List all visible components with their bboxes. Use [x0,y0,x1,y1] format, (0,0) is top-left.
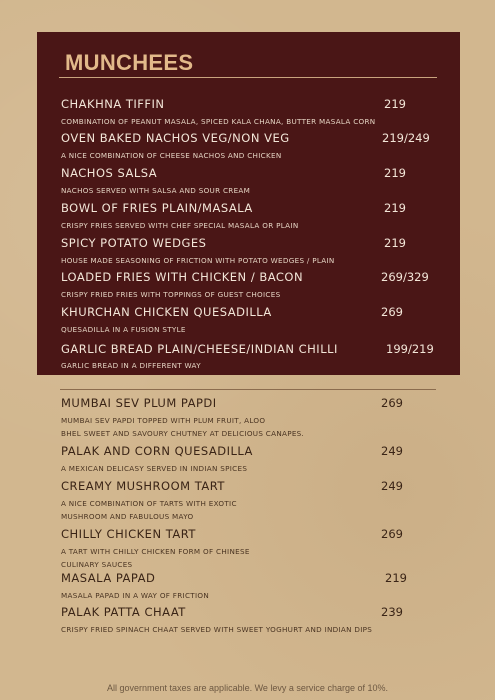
item-price: 219 [384,236,406,250]
item-name: OVEN BAKED NACHOS VEG/NON VEG [61,131,290,145]
item-name: KHURCHAN CHICKEN QUESADILLA [61,305,272,319]
item-price: 219 [385,571,407,585]
item-description [61,545,250,571]
item-name: GARLIC BREAD PLAIN/CHEESE/INDIAN CHILLI [61,342,338,356]
item-price: 269 [381,527,403,541]
item-name: PALAK PATTA CHAAT [61,605,186,619]
item-price: 269 [381,396,403,410]
item-price: 219/249 [382,131,430,145]
item-name: BOWL OF FRIES PLAIN/MASALA [61,201,253,215]
item-description: COMBINATION OF PEANUT MASALA, SPICED KALA CHANA, BUTTER MASALA CORN [61,117,376,126]
description-line: A NICE COMBINATION OF TARTS WITH EXOTIC [61,499,237,508]
item-name: CREAMY MUSHROOM TART [61,479,225,493]
item-name: CHAKHNA TIFFIN [61,97,165,111]
item-price: 249 [381,479,403,493]
item-price: 219 [384,201,406,215]
item-description: A MEXICAN DELICASY SERVED IN INDIAN SPICES [61,464,248,473]
item-name: MUMBAI SEV PLUM PAPDI [61,396,217,410]
description-line: MUMBAI SEV PAPDI TOPPED WITH PLUM FRUIT, ALOO [61,416,266,425]
item-price: 219 [384,166,406,180]
description-line: CULINARY SAUCES [61,560,133,569]
item-description: A NICE COMBINATION OF CHEESE NACHOS AND CHICKEN [61,151,282,160]
item-description: HOUSE MADE SEASONING OF FRICTION WITH POTATO WEDGES / PLAIN [61,256,335,265]
item-price: 199/219 [386,342,434,356]
item-name: MASALA PAPAD [61,571,156,585]
description-line: A TART WITH CHILLY CHICKEN FORM OF CHINESE [61,547,250,556]
item-price: 269/329 [381,270,429,284]
item-description: CRISPY FRIED SPINACH CHAAT SERVED WITH SWEET YOGHURT AND INDIAN DIPS [61,625,373,634]
description-line: BHEL SWEET AND SAVOURY CHUTNEY AT DELICIOUS CANAPES. [61,429,305,438]
item-name: CHILLY CHICKEN TART [61,527,196,541]
item-price: 239 [381,605,403,619]
description-line: MUSHROOM AND FABULOUS MAYO [61,512,194,521]
item-description [61,414,304,440]
item-description: QUESADILLA IN A FUSION STYLE [61,325,186,334]
item-description: CRISPY FRIES SERVED WITH CHEF SPECIAL MASALA OR PLAIN [61,221,299,230]
item-description [61,497,237,523]
tax-notice: All government taxes are applicable. We levy a service charge of 10%. [107,683,388,693]
item-price: 269 [381,305,403,319]
item-description: NACHOS SERVED WITH SALSA AND SOUR CREAM [61,186,251,195]
item-name: SPICY POTATO WEDGES [61,236,207,250]
item-price: 219 [384,97,406,111]
item-description: GARLIC BREAD IN A DIFFERENT WAY [61,361,201,370]
item-name: PALAK AND CORN QUESADILLA [61,444,253,458]
item-price: 249 [381,444,403,458]
section-title: MUNCHEES [65,50,194,75]
item-name: NACHOS SALSA [61,166,158,180]
item-description: CRISPY FRIED FRIES WITH TOPPINGS OF GUEST CHOICES [61,290,281,299]
item-description: MASALA PAPAD IN A WAY OF FRICTION [61,591,210,600]
item-name: LOADED FRIES WITH CHICKEN / BACON [61,270,304,284]
section-divider [60,389,436,390]
